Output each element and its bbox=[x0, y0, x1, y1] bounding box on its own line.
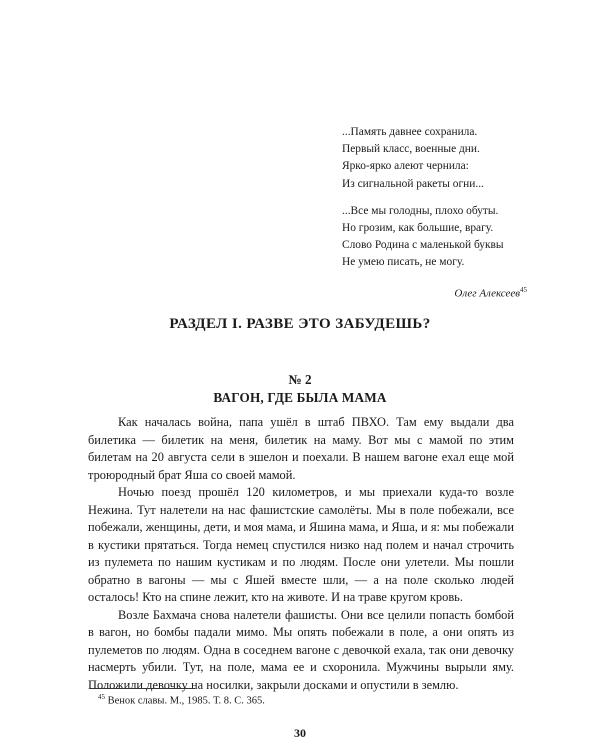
verse-line: Первый класс, военные дни. bbox=[342, 143, 480, 156]
paragraph: Как началась война, папа ушёл в штаб ПВХО. Там ему выдали два билетика — билетик на меня, билетик на маму. Вот мы с мамой по этим билетам на 20 августа сели в эшелон и поехали. В нашем вагоне ехал еще мой троюродный брат Яша со своей мамой. bbox=[88, 415, 514, 482]
epigraph-author bbox=[342, 282, 527, 303]
paragraph: Ночью поезд прошёл 120 километров, и мы приехали куда-то возле Нежина. Тут налетели на нас фашистские самолёты. Мы в поле побежали, все побежали, женщины, дети, и моя мама, и Яшина мама, и Яша, и я: мы побежали в кустики прятаться. Тогда немец спустился низко над полем и начал строчить из пулемета по нашим кустикам и по людям. После они улетели. Мы пошли обратно в вагоны — мы с Яшей вместе шли, — а на поле сколько людей осталось! Кто на спине лежит, кто на животе. И на траве кругом кровь. bbox=[88, 485, 514, 604]
verse-line: ...Все мы голодны, плохо обуты. bbox=[342, 204, 499, 217]
document-title: ВАГОН, ГДЕ БЫЛА МАМА bbox=[213, 390, 387, 405]
verse-line: Не умею писать, не могу. bbox=[342, 256, 465, 269]
paragraph: Возле Бахмача снова налетели фашисты. Они все целили попасть бомбой в вагон, но бомбы падали мимо. Мы опять побежали в поле, а они опять из пулеметов по людям. Одна в соседнем вагоне с девочкой ехала, так они девочку насмерть убили. Тут, на поле, мама ее и схоронила. Мужчины вырыли яму. Положили девочку на носилки, закрыли досками и опустили в землю. bbox=[88, 607, 514, 692]
section-title: РАЗДЕЛ I. РАЗВЕ ЭТО ЗАБУДЕШЬ? bbox=[169, 316, 431, 332]
epigraph-stanza-2 bbox=[342, 203, 527, 272]
document-body bbox=[88, 414, 514, 694]
verse-line: Из сигнальной ракеты огни... bbox=[342, 177, 484, 190]
footnote-text: Венок славы. М., 1985. Т. 8. С. 365. bbox=[107, 695, 265, 707]
footnote-number: 45 bbox=[98, 693, 105, 701]
page-number: 30 bbox=[294, 726, 306, 740]
verse-line: Слово Родина с маленькой буквы bbox=[342, 239, 504, 252]
footnote-reference: 45 bbox=[520, 285, 527, 294]
verse-line: Но грозим, как большие, врагу. bbox=[342, 222, 494, 235]
verse-line: Ярко-ярко алеют чернила: bbox=[342, 160, 469, 173]
document-number: № 2 bbox=[288, 372, 312, 387]
verse-line: ...Память давнее сохранила. bbox=[342, 126, 478, 138]
footnote-divider bbox=[90, 688, 195, 689]
epigraph-stanza-1 bbox=[342, 124, 527, 193]
footnote bbox=[98, 693, 265, 707]
epigraph bbox=[342, 124, 527, 302]
author-name: Олег Алексеев bbox=[454, 287, 520, 300]
